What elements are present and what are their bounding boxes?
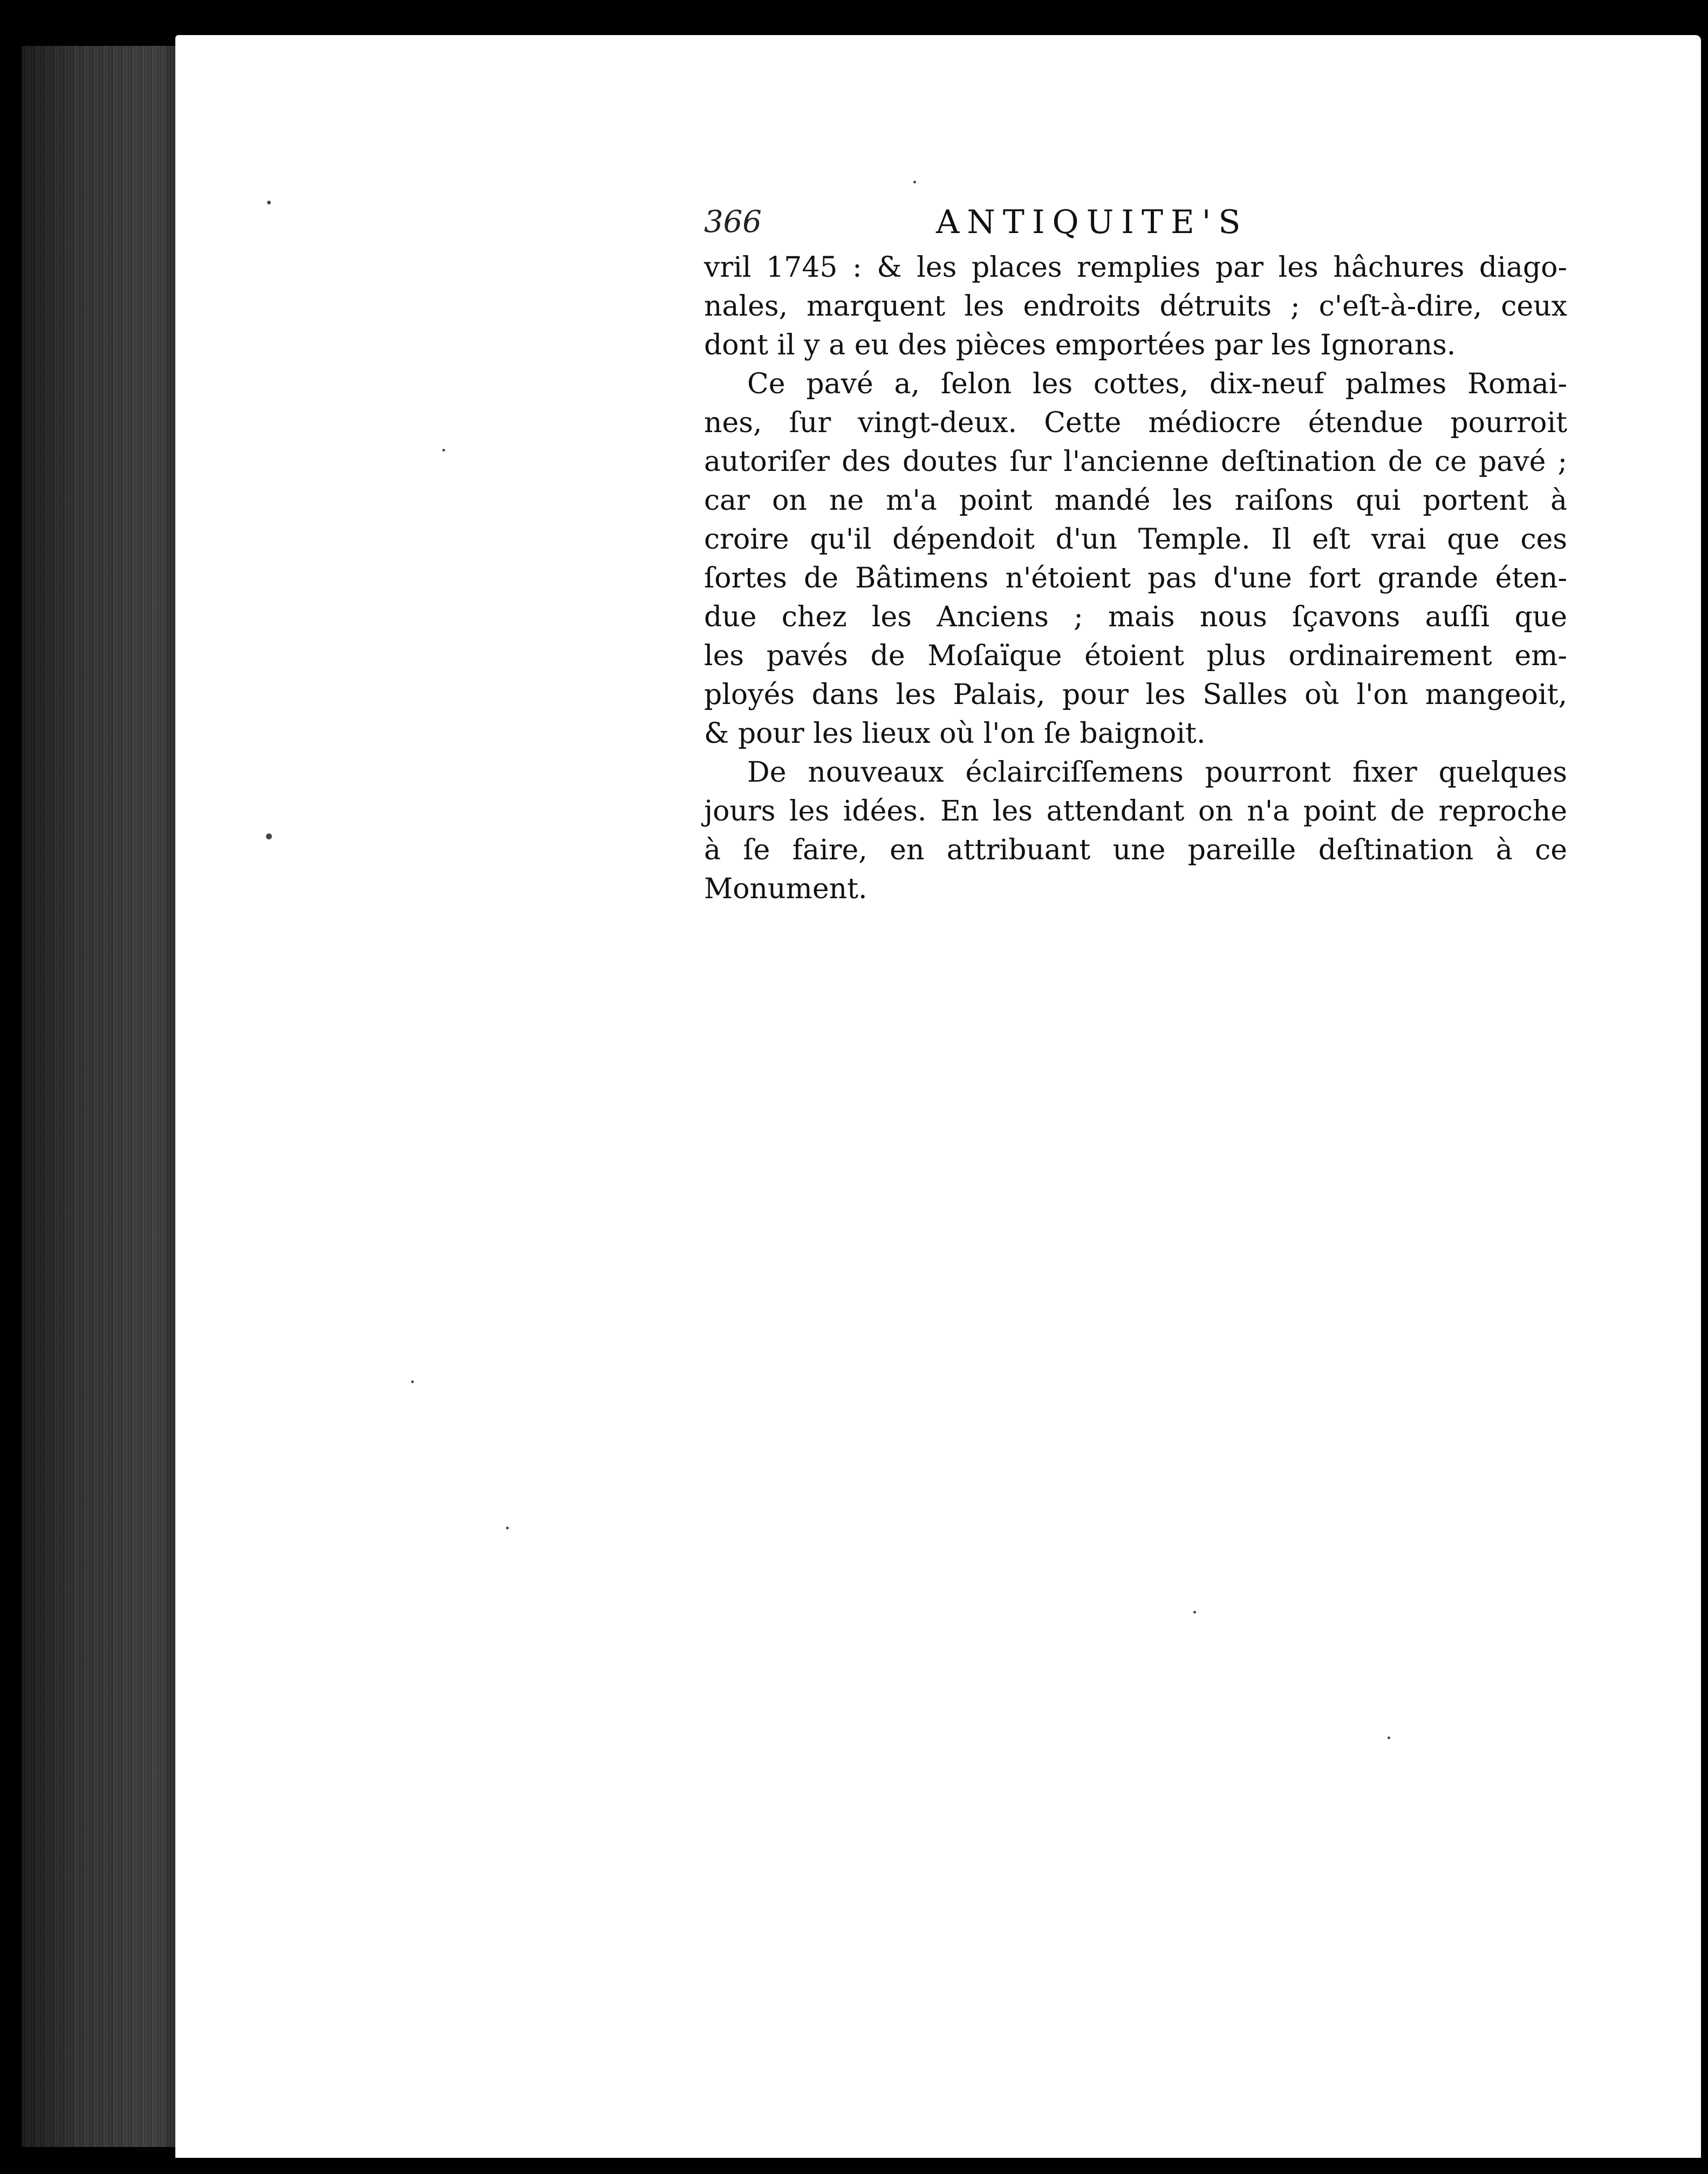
page-edge-stack [22,46,183,2147]
page-header [704,194,1567,248]
speck [1193,1611,1196,1614]
text-line: ſortes de Bâtimens n'étoient pas d'une fort grande éten- [704,562,1567,594]
text-line: ployés dans les Palais, pour les Salles où l'on mangeoit, [704,679,1567,711]
speck [266,833,272,839]
page-text [704,194,1567,908]
speck [411,1380,414,1383]
text-line: Monument. [704,873,867,905]
speck [267,201,271,204]
paragraph-2 [704,365,1567,753]
paragraph-3 [704,753,1567,908]
running-head: ANTIQUITE'S [936,203,1248,241]
speck [506,1527,509,1529]
speck [1388,1737,1390,1739]
text-line: due chez les Anciens ; mais nous ſçavons auſſi que [704,601,1567,633]
text-line: à ſe faire, en attribuant une pareille deſtination à ce [704,834,1567,866]
text-line: car on ne m'a point mandé les raiſons qui portent à [704,484,1567,517]
text-line: jours les idées. En les attendant on n'a point de reproche [704,795,1567,828]
text-line: nales, marquent les endroits détruits ; c'eſt-à-dire, ceux [704,290,1567,323]
text-line: Ce pavé a, ſelon les cottes, dix-neuf palmes Romai- [747,368,1567,400]
speck [913,181,916,183]
text-line: dont il y a eu des pièces emportées par les Ignorans. [704,329,1456,361]
text-line: vril 1745 : & les places remplies par les hâchures diago- [704,251,1567,284]
text-line: nes, ſur vingt-deux. Cette médiocre étendue pourroit [704,407,1567,439]
paragraph-1 [704,248,1567,365]
text-line: De nouveaux éclairciſſemens pourront fixer quelques [747,756,1567,789]
text-line: autoriſer des doutes ſur l'ancienne deſtination de ce pavé ; [704,446,1567,478]
text-line: les pavés de Moſaïque étoient plus ordinairement em- [704,640,1567,672]
page-number: 366 [704,204,762,240]
text-line: & pour les lieux où l'on ſe baignoit. [704,717,1206,750]
text-line: croire qu'il dépendoit d'un Temple. Il eſt vrai que ces [704,523,1567,556]
speck [442,449,445,452]
